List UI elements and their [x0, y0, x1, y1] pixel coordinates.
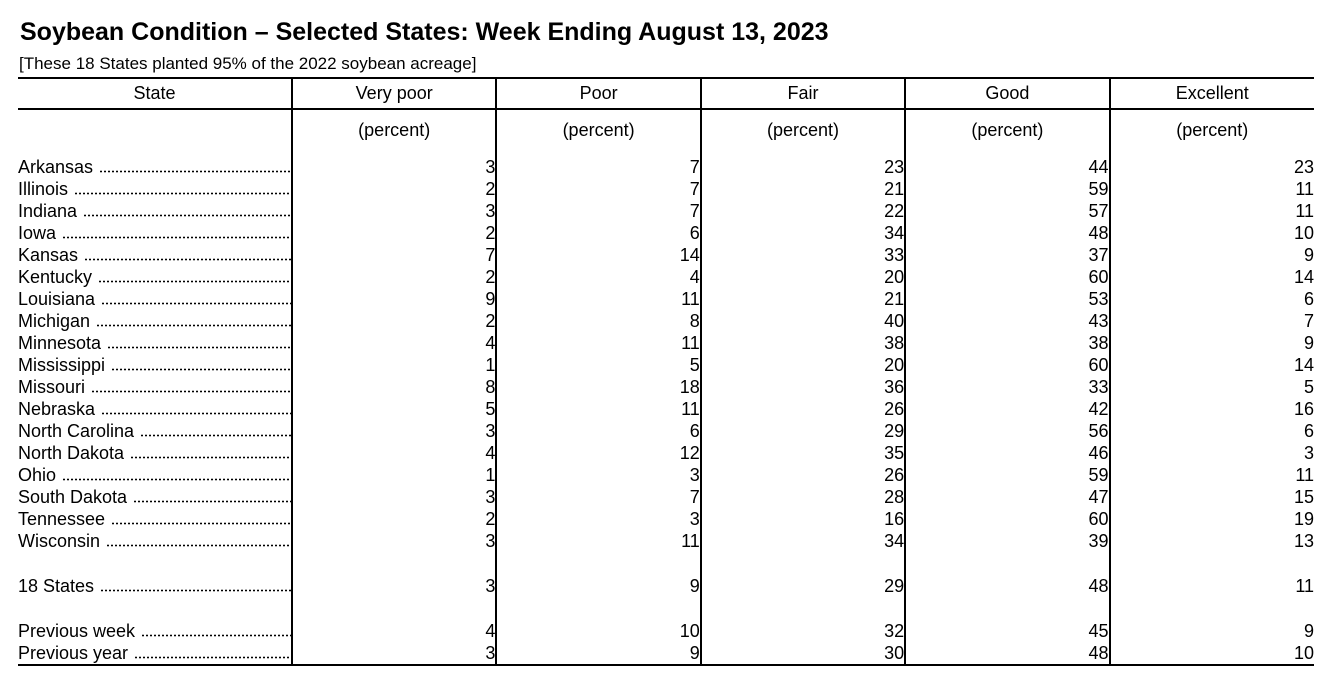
dot-leader: [96, 324, 291, 327]
value-cell: 59: [905, 178, 1109, 200]
value-cell: 3: [292, 420, 496, 442]
table-row: [18, 156, 1314, 178]
value-cell: 28: [701, 486, 905, 508]
table-row: [18, 420, 1314, 442]
table-row: [18, 178, 1314, 200]
state-cell: [18, 442, 292, 464]
value-cell: 20: [701, 354, 905, 376]
column-header-fair: Fair: [701, 78, 905, 109]
value-cell: 45: [905, 620, 1109, 642]
value-cell: 42: [905, 398, 1109, 420]
table-row: [18, 354, 1314, 376]
value-cell: 40: [701, 310, 905, 332]
value-cell: 20: [701, 266, 905, 288]
value-cell: 59: [905, 464, 1109, 486]
value-cell: 8: [496, 310, 700, 332]
value-cell: 7: [496, 200, 700, 222]
page-title: Soybean Condition – Selected States: Week Ending August 13, 2023: [20, 18, 829, 46]
table-body: [18, 109, 1314, 665]
table-row: [18, 508, 1314, 530]
value-cell: 30: [701, 642, 905, 665]
dot-leader: [62, 478, 291, 481]
value-cell: 3: [292, 486, 496, 508]
value-cell: 11: [496, 530, 700, 552]
value-cell: 6: [1110, 288, 1314, 310]
value-cell: 11: [1110, 464, 1314, 486]
spacer-row: [18, 552, 1314, 575]
dot-leader: [140, 434, 291, 437]
table-row: [18, 288, 1314, 310]
comparison-row: [18, 620, 1314, 642]
value-cell: 34: [701, 222, 905, 244]
table-row: [18, 442, 1314, 464]
value-cell: 4: [292, 620, 496, 642]
value-cell: 19: [1110, 508, 1314, 530]
state-name: Illinois: [18, 179, 69, 199]
value-cell: 10: [1110, 222, 1314, 244]
value-cell: 26: [701, 464, 905, 486]
column-header-very-poor: Very poor: [292, 78, 496, 109]
state-cell-inner: [18, 508, 291, 530]
spacer-row: [18, 597, 1314, 620]
state-cell-inner: [18, 156, 291, 178]
state-cell: [18, 200, 292, 222]
value-cell: 38: [701, 332, 905, 354]
state-cell: [18, 486, 292, 508]
value-cell: 3: [496, 508, 700, 530]
value-cell: 11: [496, 398, 700, 420]
state-name: Previous year: [18, 643, 129, 663]
state-cell-inner: [18, 200, 291, 222]
dot-leader: [99, 170, 291, 173]
value-cell: 3: [292, 156, 496, 178]
state-name: Nebraska: [18, 399, 96, 419]
value-cell: 11: [1110, 575, 1314, 597]
state-cell-inner: [18, 376, 291, 398]
value-cell: 9: [1110, 244, 1314, 266]
state-cell: [18, 620, 292, 642]
value-cell: 7: [496, 156, 700, 178]
value-cell: 5: [1110, 376, 1314, 398]
state-cell: [18, 398, 292, 420]
state-cell: [18, 156, 292, 178]
value-cell: 29: [701, 420, 905, 442]
dot-leader: [111, 368, 291, 371]
state-cell-inner: [18, 288, 291, 310]
value-cell: 7: [1110, 310, 1314, 332]
state-name: Ohio: [18, 465, 57, 485]
dot-leader: [62, 236, 291, 239]
state-cell-inner: [18, 486, 291, 508]
value-cell: 57: [905, 200, 1109, 222]
value-cell: 3: [292, 530, 496, 552]
state-cell-inner: [18, 178, 291, 200]
value-cell: 2: [292, 178, 496, 200]
state-cell-inner: [18, 244, 291, 266]
value-cell: 21: [701, 288, 905, 310]
value-cell: 7: [496, 486, 700, 508]
value-cell: 11: [496, 332, 700, 354]
value-cell: 39: [905, 530, 1109, 552]
table-row: [18, 244, 1314, 266]
value-cell: 5: [292, 398, 496, 420]
value-cell: 16: [701, 508, 905, 530]
value-cell: 48: [905, 222, 1109, 244]
column-header-state: State: [18, 78, 292, 109]
value-cell: 47: [905, 486, 1109, 508]
dot-leader: [101, 412, 291, 415]
value-cell: 10: [496, 620, 700, 642]
state-name: North Dakota: [18, 443, 125, 463]
state-cell: [18, 244, 292, 266]
dot-leader: [83, 214, 291, 217]
state-name: North Carolina: [18, 421, 135, 441]
value-cell: 4: [292, 442, 496, 464]
value-cell: 34: [701, 530, 905, 552]
column-header-good: Good: [905, 78, 1109, 109]
column-header-poor: Poor: [496, 78, 700, 109]
value-cell: 3: [496, 464, 700, 486]
value-cell: 18: [496, 376, 700, 398]
value-cell: 2: [292, 222, 496, 244]
state-cell: [18, 464, 292, 486]
state-name: Previous week: [18, 621, 136, 641]
state-cell: [18, 575, 292, 597]
units-cell-empty: [18, 109, 292, 150]
state-cell: [18, 354, 292, 376]
value-cell: 36: [701, 376, 905, 398]
units-cell: (percent): [905, 109, 1109, 150]
table-row: [18, 222, 1314, 244]
units-cell: (percent): [292, 109, 496, 150]
state-name: Missouri: [18, 377, 86, 397]
state-cell: [18, 376, 292, 398]
value-cell: 14: [496, 244, 700, 266]
state-cell-inner: [18, 310, 291, 332]
header-row: [18, 78, 1314, 109]
table-row: [18, 486, 1314, 508]
dot-leader: [84, 258, 291, 261]
state-cell-inner: [18, 575, 291, 597]
value-cell: 8: [292, 376, 496, 398]
value-cell: 46: [905, 442, 1109, 464]
state-name: Tennessee: [18, 509, 106, 529]
value-cell: 2: [292, 508, 496, 530]
table-row: [18, 464, 1314, 486]
value-cell: 37: [905, 244, 1109, 266]
value-cell: 9: [1110, 332, 1314, 354]
dot-leader: [101, 302, 291, 305]
value-cell: 4: [292, 332, 496, 354]
state-cell-inner: [18, 464, 291, 486]
value-cell: 5: [496, 354, 700, 376]
value-cell: 44: [905, 156, 1109, 178]
value-cell: 53: [905, 288, 1109, 310]
value-cell: 9: [292, 288, 496, 310]
value-cell: 3: [1110, 442, 1314, 464]
value-cell: 26: [701, 398, 905, 420]
value-cell: 38: [905, 332, 1109, 354]
dot-leader: [130, 456, 291, 459]
state-cell: [18, 288, 292, 310]
state-cell: [18, 332, 292, 354]
value-cell: 3: [292, 575, 496, 597]
dot-leader: [106, 544, 291, 547]
state-name: Wisconsin: [18, 531, 101, 551]
value-cell: 1: [292, 464, 496, 486]
value-cell: 23: [701, 156, 905, 178]
value-cell: 15: [1110, 486, 1314, 508]
value-cell: 2: [292, 266, 496, 288]
value-cell: 7: [292, 244, 496, 266]
units-row: [18, 109, 1314, 150]
table-row: [18, 398, 1314, 420]
dot-leader: [91, 390, 291, 393]
dot-leader: [100, 589, 291, 592]
value-cell: 48: [905, 575, 1109, 597]
table-row: [18, 376, 1314, 398]
value-cell: 9: [496, 642, 700, 665]
value-cell: 60: [905, 266, 1109, 288]
state-cell: [18, 420, 292, 442]
value-cell: 11: [1110, 200, 1314, 222]
dot-leader: [98, 280, 291, 283]
value-cell: 6: [496, 420, 700, 442]
state-name: Michigan: [18, 311, 91, 331]
value-cell: 16: [1110, 398, 1314, 420]
value-cell: 12: [496, 442, 700, 464]
value-cell: 60: [905, 354, 1109, 376]
state-cell: [18, 266, 292, 288]
table-row: [18, 332, 1314, 354]
table-row: [18, 310, 1314, 332]
state-cell: [18, 222, 292, 244]
state-name: Mississippi: [18, 355, 106, 375]
state-cell: [18, 642, 292, 665]
value-cell: 13: [1110, 530, 1314, 552]
value-cell: 21: [701, 178, 905, 200]
state-cell-inner: [18, 354, 291, 376]
state-cell-inner: [18, 442, 291, 464]
state-cell-inner: [18, 266, 291, 288]
condition-table: [18, 77, 1314, 666]
state-cell-inner: [18, 642, 291, 664]
value-cell: 11: [1110, 178, 1314, 200]
dot-leader: [133, 500, 291, 503]
state-name: 18 States: [18, 576, 95, 596]
state-cell-inner: [18, 420, 291, 442]
state-name: Kentucky: [18, 267, 93, 287]
state-name: Indiana: [18, 201, 78, 221]
total-row: [18, 575, 1314, 597]
value-cell: 9: [1110, 620, 1314, 642]
state-name: Minnesota: [18, 333, 102, 353]
state-name: South Dakota: [18, 487, 128, 507]
table-row: [18, 530, 1314, 552]
units-cell: (percent): [701, 109, 905, 150]
comparison-row: [18, 642, 1314, 665]
dot-leader: [107, 346, 291, 349]
value-cell: 1: [292, 354, 496, 376]
state-cell: [18, 530, 292, 552]
value-cell: 10: [1110, 642, 1314, 665]
state-name: Louisiana: [18, 289, 96, 309]
value-cell: 35: [701, 442, 905, 464]
value-cell: 23: [1110, 156, 1314, 178]
value-cell: 33: [701, 244, 905, 266]
state-cell: [18, 310, 292, 332]
value-cell: 11: [496, 288, 700, 310]
state-cell: [18, 178, 292, 200]
dot-leader: [134, 656, 291, 659]
state-cell: [18, 508, 292, 530]
value-cell: 48: [905, 642, 1109, 665]
table-row: [18, 200, 1314, 222]
state-name: Iowa: [18, 223, 57, 243]
value-cell: 6: [1110, 420, 1314, 442]
value-cell: 32: [701, 620, 905, 642]
state-cell-inner: [18, 620, 291, 642]
dot-leader: [74, 192, 291, 195]
state-cell-inner: [18, 332, 291, 354]
value-cell: 2: [292, 310, 496, 332]
value-cell: 9: [496, 575, 700, 597]
dot-leader: [141, 634, 291, 637]
page-subtitle: [These 18 States planted 95% of the 2022 soybean acreage]: [19, 54, 477, 73]
value-cell: 33: [905, 376, 1109, 398]
units-cell: (percent): [1110, 109, 1314, 150]
state-cell-inner: [18, 530, 291, 552]
state-name: Arkansas: [18, 157, 94, 177]
state-cell-inner: [18, 398, 291, 420]
state-cell-inner: [18, 222, 291, 244]
value-cell: 4: [496, 266, 700, 288]
value-cell: 29: [701, 575, 905, 597]
value-cell: 7: [496, 178, 700, 200]
value-cell: 14: [1110, 354, 1314, 376]
value-cell: 6: [496, 222, 700, 244]
state-name: Kansas: [18, 245, 79, 265]
value-cell: 14: [1110, 266, 1314, 288]
units-cell: (percent): [496, 109, 700, 150]
dot-leader: [111, 522, 291, 525]
table-row: [18, 266, 1314, 288]
column-header-excellent: Excellent: [1110, 78, 1314, 109]
value-cell: 22: [701, 200, 905, 222]
value-cell: 3: [292, 642, 496, 665]
value-cell: 56: [905, 420, 1109, 442]
value-cell: 43: [905, 310, 1109, 332]
value-cell: 60: [905, 508, 1109, 530]
value-cell: 3: [292, 200, 496, 222]
